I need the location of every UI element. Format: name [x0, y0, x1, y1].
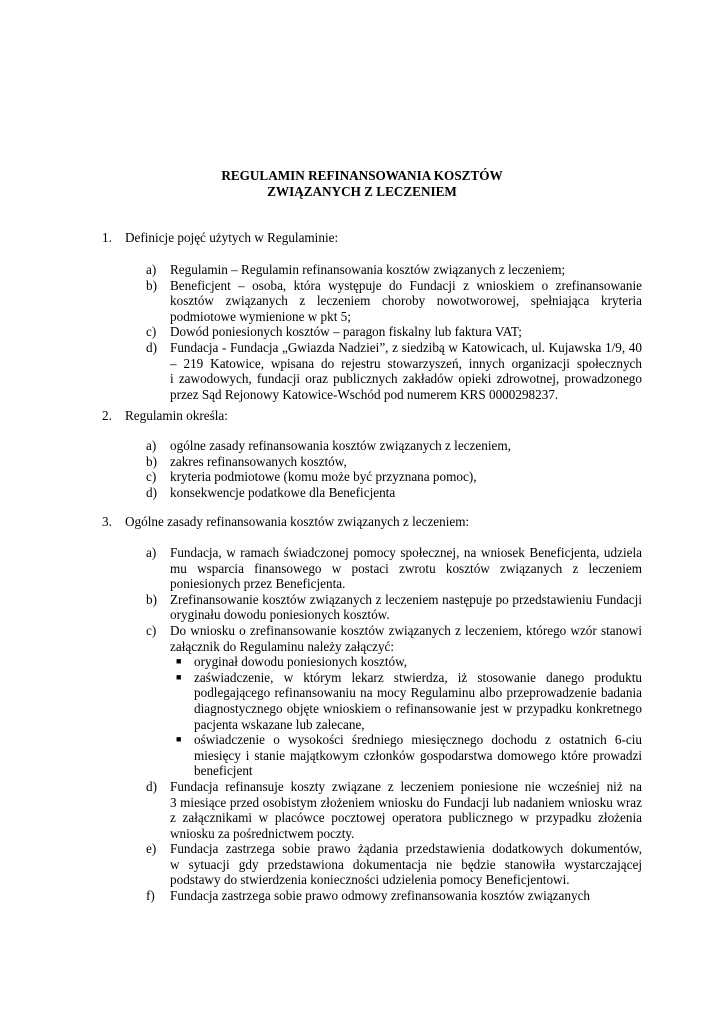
document-title — [0, 168, 724, 199]
list-item-text — [170, 592, 642, 623]
text-line: podlegającego refinansowaniu na mocy Regulaminu albo przeprowadzenie badania — [194, 685, 642, 701]
text-line: Beneficjent – osoba, która występuje do Fundacji z wnioskiem o zrefinansowanie — [170, 277, 642, 293]
text-line: diagnostycznego objęte wnioskiem o refinansowanie jest w przypadku konkretnego — [194, 700, 642, 716]
list-item-text — [170, 888, 642, 904]
section-heading-text: Definicje pojęć użytych w Regulaminie: — [125, 230, 339, 245]
bullet-item — [170, 732, 642, 779]
title-line-1: REGULAMIN REFINANSOWANIA KOSZTÓW — [221, 168, 503, 183]
list-item — [146, 545, 642, 592]
text-line: wniosku za pośrednictwem poczty. — [170, 825, 355, 841]
square-bullet-icon: ■ — [176, 734, 182, 745]
list-item-label: a) — [146, 262, 157, 277]
text-line: ogólne zasady refinansowania kosztów związanych z leczeniem, — [170, 438, 511, 453]
text-line: Do wniosku o zrefinansowanie kosztów związanych z leczeniem, którego wzór stanowi — [170, 622, 642, 638]
list-item-label: d) — [146, 778, 157, 794]
list-item-text — [170, 779, 642, 841]
list-item — [146, 485, 642, 501]
text-line: 3 miesiące przed osobistym złożeniem wniosku do Fundacji lub nadaniem wniosku wraz — [170, 794, 642, 810]
text-line: oświadczenie o wysokości średniego miesięcznego dochodu z ostatnich 6-ciu — [194, 732, 642, 748]
text-line: zaświadczenie, w którym lekarz stwierdza, iż stosowanie danego produktu — [194, 669, 642, 685]
text-line: pacjenta wskazane lub zalecane, — [194, 716, 365, 732]
section-number: 3. — [102, 514, 112, 529]
list-item — [146, 841, 642, 888]
list-item-label: c) — [146, 324, 157, 340]
list-item-label: d) — [146, 339, 157, 355]
list-item-label: b) — [146, 277, 157, 293]
text-line: oryginału dowodu poniesionych kosztów. — [170, 607, 390, 623]
text-line: Fundacja zastrzega sobie prawo odmowy zrefinansowania kosztów związanych — [170, 888, 591, 904]
square-bullet-icon: ■ — [176, 671, 182, 682]
text-line: przez Sąd Rejonowy Katowice-Wschód pod numerem KRS 0000298237. — [170, 386, 559, 402]
section-number: 2. — [102, 408, 112, 423]
list-item-text — [170, 469, 642, 485]
list-item — [146, 469, 642, 485]
list-item-text — [170, 623, 642, 654]
text-line: i zawodowych, fundacji oraz publicznych zakładów opieki zdrowotnej, prowadzonego — [170, 371, 642, 387]
text-line: w sytuacji gdy przedstawiona dokumentacja nie będzie stanowiła wystarczającej — [170, 856, 642, 872]
text-line: Zrefinansowanie kosztów związanych z leczeniem następuje po przedstawieniu Fundacji — [170, 591, 642, 607]
list-item — [146, 623, 642, 779]
list-item-label: c) — [146, 622, 157, 638]
text-line: – 219 Katowice, wpisana do rejestru stowarzyszeń, innych organizacji społecznych — [170, 355, 642, 371]
section-1-list — [146, 262, 642, 402]
list-item-label: c) — [146, 469, 157, 485]
text-line: Fundacja, w ramach świadczonej pomocy społecznej, na wniosek Beneficjenta, udziela — [170, 545, 642, 560]
text-line: podmiotowe wymienione w pkt 5; — [170, 308, 351, 324]
bullet-item — [170, 654, 642, 670]
text-line: załącznik do Regulaminu należy załączyć: — [170, 638, 395, 654]
list-item — [146, 888, 642, 904]
list-item-label: a) — [146, 438, 157, 453]
list-item-text — [170, 841, 642, 888]
list-item — [146, 340, 642, 402]
text-line: Fundacja refinansuje koszty związane z leczeniem poniesione nie wcześniej niż na — [170, 778, 642, 794]
list-item — [146, 592, 642, 623]
text-line: zakres refinansowanych kosztów, — [170, 453, 347, 469]
list-item-text — [170, 438, 642, 454]
section-heading-text: Regulamin określa: — [125, 408, 228, 423]
list-item-text — [170, 545, 642, 592]
list-item-label: b) — [146, 591, 157, 607]
text-line: Fundacja zastrzega sobie prawo żądania przedstawienia dodatkowych dokumentów, — [170, 841, 642, 857]
list-item — [146, 779, 642, 841]
list-item — [146, 438, 642, 454]
text-line: oryginał dowodu poniesionych kosztów, — [194, 654, 408, 670]
list-item-text — [170, 340, 642, 402]
text-line: beneficjent — [194, 763, 253, 779]
list-item — [146, 278, 642, 325]
list-item-label: b) — [146, 453, 157, 469]
list-item — [146, 454, 642, 470]
list-item-label: a) — [146, 545, 157, 560]
text-line: Dowód poniesionych kosztów – paragon fiskalny lub faktura VAT; — [170, 324, 522, 340]
bullet-item — [170, 670, 642, 732]
title-line-2: ZWIĄZANYCH Z LECZENIEM — [267, 183, 457, 199]
list-item — [146, 262, 642, 278]
list-item-text — [170, 262, 642, 278]
square-bullet-icon: ■ — [176, 656, 182, 667]
text-line: mu wsparcia finansowego w postaci zwrotu kosztów związanych z leczeniem — [170, 560, 642, 576]
list-item-text — [170, 454, 642, 470]
text-line: konsekwencje podatkowe dla Beneficjenta — [170, 484, 396, 500]
bullet-list — [170, 654, 642, 779]
list-item-label: e) — [146, 841, 157, 857]
section-3-list — [146, 545, 642, 904]
text-line: miesięcy i stanie majątkowym członków gospodarstwa domowego które prowadzi — [194, 747, 642, 763]
list-item — [146, 324, 642, 340]
list-item-label: f) — [146, 888, 155, 904]
list-item-text — [170, 485, 642, 501]
text-line: poniesionych przez Beneficjenta. — [170, 576, 346, 592]
text-line: Regulamin – Regulamin refinansowania kosztów związanych z leczeniem; — [170, 262, 566, 277]
list-item-text — [170, 278, 642, 325]
section-2-list — [146, 438, 642, 500]
list-item-text — [170, 324, 642, 340]
text-line: z załącznikami w placówce pocztowej operatora publicznego w przypadku złożenia — [170, 810, 642, 826]
text-line: podstawy do stwierdzenia konieczności udzielenia pomocy Beneficjentowi. — [170, 872, 570, 888]
section-heading-text: Ogólne zasady refinansowania kosztów związanych z leczeniem: — [125, 514, 470, 529]
text-line: kosztów związanych z leczeniem choroby nowotworowej, spełniająca kryteria — [170, 293, 642, 309]
section-number: 1. — [102, 230, 112, 245]
text-line: kryteria podmiotowe (komu może być przyznana pomoc), — [170, 469, 477, 485]
text-line: Fundacja - Fundacja „Gwiazda Nadziei”, z siedzibą w Katowicach, ul. Kujawska 1/9, 40 — [170, 339, 642, 355]
list-item-label: d) — [146, 484, 157, 500]
